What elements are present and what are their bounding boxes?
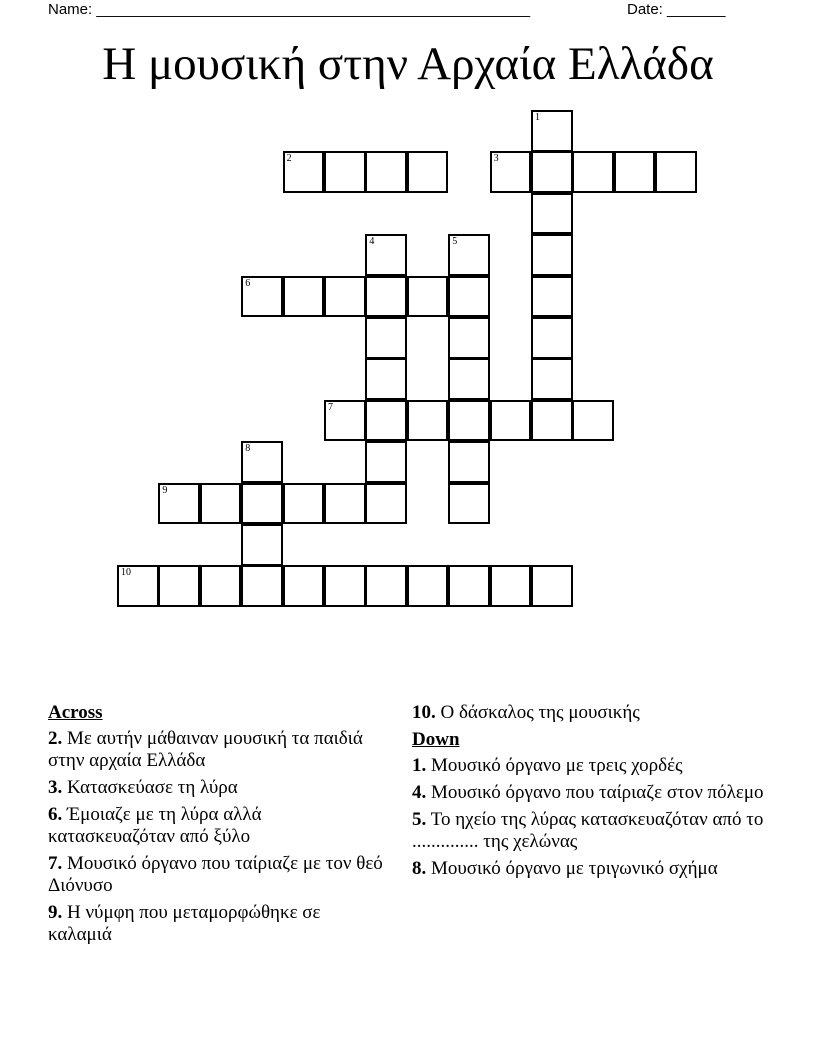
crossword-cell[interactable]	[531, 276, 573, 318]
name-field-label[interactable]: Name: ____________________________________________________	[48, 1, 531, 18]
crossword-cell[interactable]	[324, 565, 366, 607]
crossword-cell[interactable]	[448, 317, 490, 359]
crossword-cell[interactable]	[283, 483, 325, 525]
crossword-cell[interactable]	[241, 565, 283, 607]
crossword-cell[interactable]	[241, 524, 283, 566]
crossword-cell[interactable]	[531, 151, 573, 193]
crossword-cell[interactable]	[490, 565, 532, 607]
crossword-cell[interactable]	[241, 441, 283, 483]
crossword-cell[interactable]	[158, 565, 200, 607]
clue-down-8: 8. Μουσικό όργανο με τριγωνικό σχήμα	[412, 858, 718, 879]
clues-right-column	[412, 702, 772, 885]
clue-across-10: 10. Ο δάσκαλος της μουσικής	[412, 702, 640, 723]
clue-down-4: 4. Μουσικό όργανο που ταίριαζε στον πόλεμο	[412, 782, 764, 803]
crossword-cell[interactable]	[324, 483, 366, 525]
clue-across-2: 2. Με αυτήν μάθαιναν μουσική τα παιδιά στην αρχαία Ελλάδα	[48, 728, 363, 771]
crossword-cell[interactable]	[490, 400, 532, 442]
crossword-cell[interactable]	[531, 110, 573, 152]
crossword-cell[interactable]	[448, 234, 490, 276]
date-field-label[interactable]: Date: _______	[627, 1, 726, 18]
clue-down-1: 1. Μουσικό όργανο με τρεις χορδές	[412, 755, 683, 776]
crossword-cell[interactable]	[324, 400, 366, 442]
crossword-cell[interactable]	[200, 565, 242, 607]
crossword-cell[interactable]	[614, 151, 656, 193]
crossword-cell[interactable]	[324, 151, 366, 193]
crossword-cell[interactable]	[448, 483, 490, 525]
crossword-cell[interactable]	[365, 317, 407, 359]
crossword-cell[interactable]	[407, 565, 449, 607]
crossword-cell[interactable]	[365, 400, 407, 442]
cell-number: 9	[162, 484, 168, 496]
crossword-cell[interactable]	[365, 151, 407, 193]
cell-number: 4	[369, 236, 375, 248]
crossword-cell[interactable]	[407, 151, 449, 193]
cell-number: 6	[245, 277, 251, 289]
crossword-cell[interactable]	[365, 441, 407, 483]
clue-across-9: 9. Η νύμφη που μεταμορφώθηκε σε καλαμιά	[48, 902, 321, 945]
crossword-cell[interactable]	[531, 358, 573, 400]
page-title: Η μουσική στην Αρχαία Ελλάδα	[102, 38, 714, 90]
crossword-cell[interactable]	[490, 151, 532, 193]
crossword-cell[interactable]	[283, 276, 325, 318]
crossword-cell[interactable]	[283, 151, 325, 193]
crossword-cell[interactable]	[655, 151, 697, 193]
crossword-cell[interactable]	[365, 234, 407, 276]
crossword-cell[interactable]	[531, 400, 573, 442]
crossword-cell[interactable]	[365, 358, 407, 400]
crossword-cell[interactable]	[572, 151, 614, 193]
crossword-cell[interactable]	[572, 400, 614, 442]
crossword-cell[interactable]	[448, 358, 490, 400]
crossword-cell[interactable]	[241, 276, 283, 318]
crossword-cell[interactable]	[283, 565, 325, 607]
cell-number: 3	[493, 153, 499, 165]
cell-number: 2	[286, 153, 292, 165]
crossword-cell[interactable]	[531, 317, 573, 359]
crossword-cell[interactable]	[407, 276, 449, 318]
crossword-cell[interactable]	[448, 441, 490, 483]
cell-number: 10	[121, 567, 131, 579]
cell-number: 8	[245, 443, 251, 455]
cell-number: 5	[452, 236, 458, 248]
crossword-cell[interactable]	[117, 565, 159, 607]
clue-across-3: 3. Κατασκεύασε τη λύρα	[48, 777, 238, 798]
cell-number: 1	[535, 112, 540, 123]
cell-number: 7	[328, 401, 333, 413]
crossword-cell[interactable]	[531, 234, 573, 276]
crossword-cell[interactable]	[531, 565, 573, 607]
crossword-cell[interactable]	[200, 483, 242, 525]
crossword-cell[interactable]	[448, 276, 490, 318]
crossword-cell[interactable]	[448, 565, 490, 607]
crossword-cell[interactable]	[365, 276, 407, 318]
crossword-cell[interactable]	[531, 193, 573, 235]
crossword-cell[interactable]	[407, 400, 449, 442]
across-heading: Across	[48, 702, 103, 723]
crossword-cell[interactable]	[241, 483, 283, 525]
clue-across-6: 6. Έμοιαζε με τη λύρα αλλά κατασκευαζόταν από ξύλο	[48, 804, 262, 847]
crossword-cell[interactable]	[324, 276, 366, 318]
clue-across-7: 7. Μουσικό όργανο που ταίριαζε με τον θεό Διόνυσο	[48, 853, 383, 896]
crossword-cell[interactable]	[448, 400, 490, 442]
crossword-cell[interactable]	[365, 565, 407, 607]
down-heading: Down	[412, 729, 460, 750]
crossword-cell[interactable]	[365, 483, 407, 525]
clue-down-5: 5. Το ηχείο της λύρας κατασκευαζόταν από το .............. της χελώνας	[412, 809, 764, 852]
clues-left-column	[48, 702, 388, 951]
crossword-cell[interactable]	[158, 483, 200, 525]
